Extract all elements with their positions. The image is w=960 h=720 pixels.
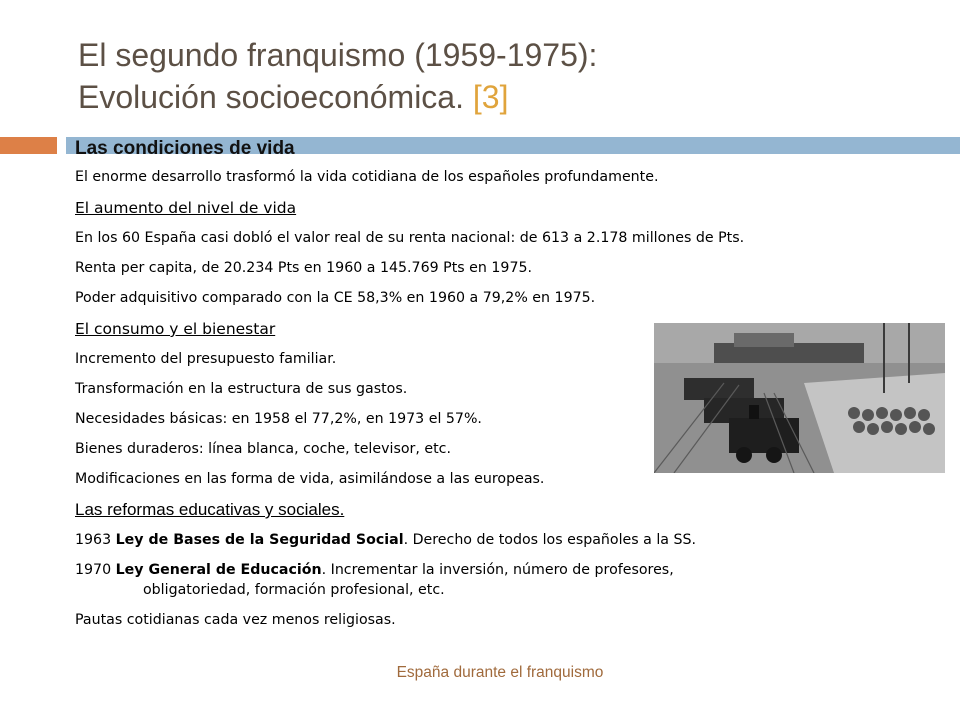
reformas-item-1-law: Ley de Bases de la Seguridad Social [115,532,404,548]
nivel-vida-line-3: Poder adquisitivo comparado con la CE 58,3% en 1960 a 79,2% en 1975. [75,290,596,306]
orange-accent-bar [0,137,57,154]
heading-nivel-vida: El aumento del nivel de vida [75,199,297,217]
title-line-1: El segundo franquismo (1959-1975): [78,37,598,73]
reformas-item-2-cont: obligatoriedad, formación profesional, etc. [143,582,445,598]
reformas-item-2-year: 1970 [75,562,116,578]
railway-photo-illustration [654,323,945,473]
railway-station-photo [654,323,945,473]
slide-footer: España durante el franquismo [396,664,604,681]
reformas-item-3: Pautas cotidianas cada vez menos religiosas. [75,612,396,628]
slide-title [78,34,938,118]
nivel-vida-line-1: En los 60 España casi dobló el valor real de su renta nacional: de 613 a 2.178 millones de Pts. [75,230,745,246]
consumo-line-2: Transformación en la estructura de sus gastos. [75,381,408,397]
reformas-item-2-law: Ley General de Educación [115,562,322,578]
reformas-item-1-year: 1963 [75,532,116,548]
consumo-line-5: Modificaciones en las forma de vida, asimilándose a las europeas. [75,471,545,487]
reformas-item-2-rest: . Incrementar la inversión, número de profesores, [321,562,674,578]
title-line-2: Evolución socioeconómica. [78,79,473,115]
consumo-line-1: Incremento del presupuesto familiar. [75,351,337,367]
title-accent: [3] [472,79,509,115]
reformas-item-2 [75,560,935,600]
reformas-item-1 [75,530,935,550]
consumo-line-4: Bienes duraderos: línea blanca, coche, televisor, etc. [75,441,451,457]
heading-reformas: Las reformas educativas y sociales. [75,500,345,519]
heading-condiciones: Las condiciones de vida [75,138,295,159]
reformas-item-1-rest: . Derecho de todos los españoles a la SS. [403,532,697,548]
consumo-line-3: Necesidades básicas: en 1958 el 77,2%, en 1973 el 57%. [75,411,482,427]
nivel-vida-line-2: Renta per capita, de 20.234 Pts en 1960 a 145.769 Pts en 1975. [75,260,533,276]
heading-consumo: El consumo y el bienestar [75,320,276,338]
text-condiciones: El enorme desarrollo trasformó la vida cotidiana de los españoles profundamente. [75,169,659,185]
